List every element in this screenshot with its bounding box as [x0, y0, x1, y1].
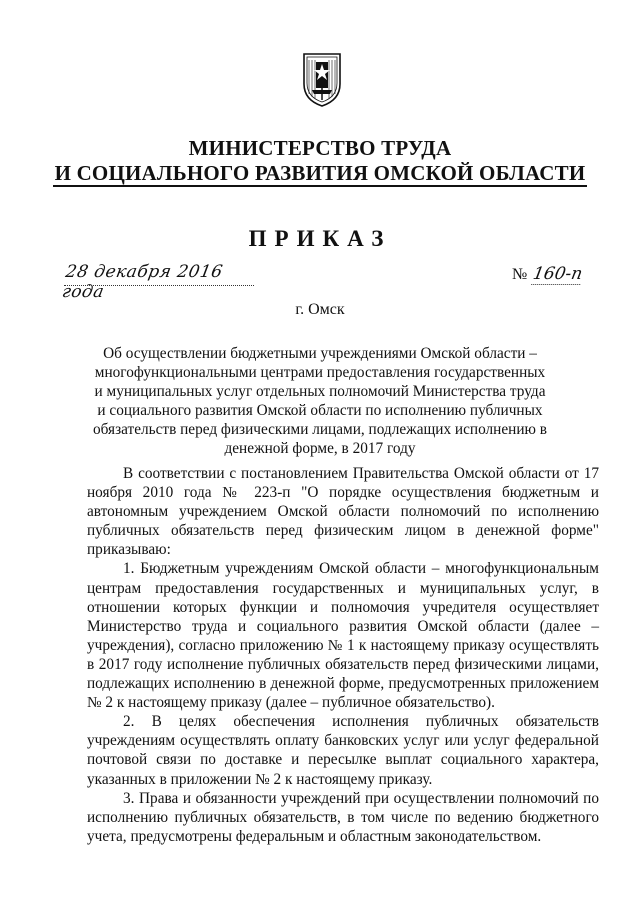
item-3-paragraph: 3. Права и обязанности учреждений при осуществлении полномочий по исполнению публичных обязательств, в том числе по ведению бюджетного учета, предусмотрены федеральным и областным законодательством.: [87, 789, 599, 845]
city-line: г. Омск: [295, 301, 345, 318]
order-date: [60, 262, 254, 302]
order-number: [512, 264, 602, 285]
order-number-value: 160-п: [531, 264, 585, 284]
item-2-paragraph: 2. В целях обеспечения исполнения публичных обязательств учреждениям осуществлять оплату банковских услуг или услуг федеральной почтовой связи по доставке и пересылке выплат социального характера, указанных в приложении № 2 к настоящему приказу.: [87, 713, 599, 788]
ministry-name-line1: МИНИСТЕРСТВО ТРУДА: [188, 136, 452, 160]
omsk-coat-of-arms-emblem: [300, 50, 344, 108]
ministry-name-line2: [0, 160, 640, 186]
order-number-label: №: [512, 266, 528, 283]
intro-paragraph: В соответствии с постановлением Правительства Омской области от 17 ноября 2010 года № 223-п "О порядке осуществления бюджетным и автономным учреждением Омской области полномочий по исполнению публичных обязательств перед физическим лицом в денежной форме" приказываю:: [87, 465, 599, 559]
order-subject: Об осуществлении бюджетными учреждениями Омской области – многофункциональными центрами предоставления государственных и муниципальных услуг отдельных полномочий Министерства труда и социального развития Омской области по исполнению публичных обязательств перед физическими лицами, подлежащих исполнению в денежной форме, в 2017 году: [92, 345, 547, 457]
ministry-name-line2-text: И СОЦИАЛЬНОГО РАЗВИТИЯ ОМСКОЙ ОБЛАСТИ: [54, 161, 586, 185]
item-1-paragraph: 1. Бюджетным учреждениям Омской области – многофункциональным центрам предоставления государственных и муниципальных услуг, в отношении которых функции и полномочия учредителя осуществляет Министерство труда и социального развития Омской области (далее – учреждения), согласно приложению № 1 к настоящему приказу осуществлять в 2017 году исполнение публичных обязательств перед физическими лицами, подлежащих исполнению в денежной форме, предусмотренных приложением № 2 к настоящему приказу (далее – публичное обязательство).: [87, 560, 599, 712]
document-type-title: ПРИКАЗ: [248, 226, 392, 251]
order-body: [87, 464, 599, 846]
order-date-value: 28 декабря 2016 года: [60, 262, 225, 302]
